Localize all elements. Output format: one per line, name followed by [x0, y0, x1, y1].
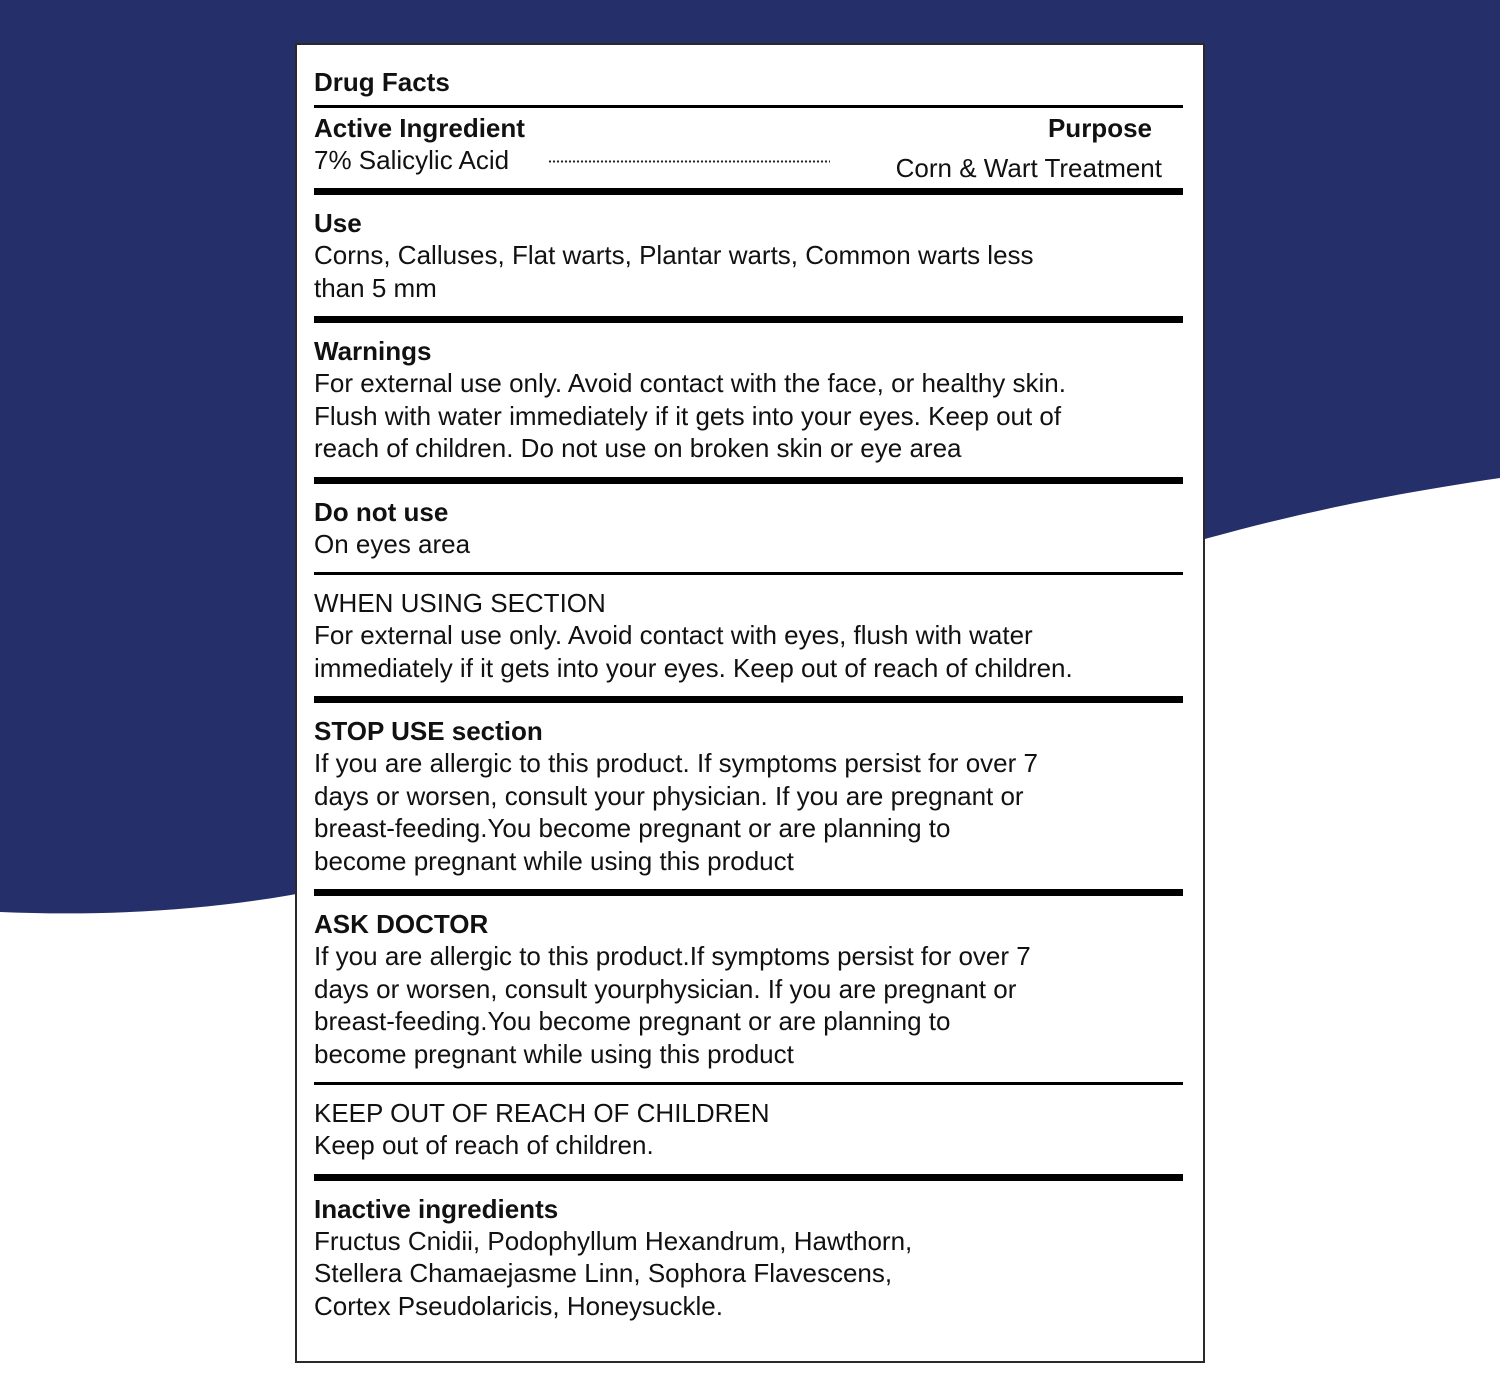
- stop-use-section: [314, 703, 1184, 889]
- divider: [314, 477, 1183, 484]
- do-not-use-line: On eyes area: [314, 528, 471, 559]
- use-line: Corns, Calluses, Flat warts, Plantar warts, Common warts less: [314, 240, 1034, 270]
- keep-out-heading: KEEP OUT OF REACH OF CHILDREN: [314, 1098, 770, 1128]
- divider: [314, 316, 1183, 323]
- dot-leader: [548, 160, 830, 163]
- inactive-ingredients-line: Fructus Cnidii, Podophyllum Hexandrum, Hawthorn,: [314, 1225, 913, 1256]
- warnings-line: For external use only. Avoid contact with the face, or healthy skin.: [314, 368, 1066, 398]
- inactive-ingredients-heading: Inactive ingredients: [314, 1193, 559, 1224]
- divider: [314, 696, 1183, 703]
- do-not-use-section: [314, 484, 1184, 573]
- use-section: [314, 195, 1184, 316]
- warnings-line: reach of children. Do not use on broken skin or eye area: [314, 433, 962, 463]
- stop-use-line: become pregnant while using this product: [314, 845, 794, 876]
- when-using-line: For external use only. Avoid contact with eyes, flush with water: [314, 620, 1033, 650]
- keep-out-line: Keep out of reach of children.: [314, 1130, 654, 1160]
- stop-use-heading: STOP USE section: [314, 716, 543, 746]
- ask-doctor-line: become pregnant while using this product: [314, 1038, 794, 1069]
- warnings-line: Flush with water immediately if it gets into your eyes. Keep out of: [314, 400, 1062, 431]
- keep-out-section: [314, 1085, 1184, 1174]
- when-using-line: immediately if it gets into your eyes. Keep out of reach of children.: [314, 652, 1073, 683]
- when-using-heading: WHEN USING SECTION: [314, 588, 606, 618]
- do-not-use-heading: Do not use: [314, 496, 449, 527]
- stop-use-line: If you are allergic to this product. If symptoms persist for over 7: [314, 748, 1038, 778]
- inactive-ingredients-line: Cortex Pseudolaricis, Honeysuckle.: [314, 1290, 723, 1321]
- divider: [314, 1174, 1183, 1181]
- ask-doctor-line: days or worsen, consult yourphysician. If you are pregnant or: [314, 973, 1017, 1004]
- inactive-ingredients-section: [314, 1181, 1184, 1335]
- ask-doctor-line: breast-feeding.You become pregnant or are planning to: [314, 1006, 951, 1036]
- active-ingredient-heading: Active Ingredient: [314, 113, 525, 143]
- active-ingredient-row: [314, 108, 1184, 188]
- ask-doctor-heading: ASK DOCTOR: [314, 909, 489, 939]
- ask-doctor-line: If you are allergic to this product.If symptoms persist for over 7: [314, 941, 1031, 971]
- purpose-value: Corn & Wart Treatment: [895, 153, 1162, 183]
- use-heading: Use: [314, 208, 362, 238]
- divider: [314, 188, 1183, 195]
- use-line: than 5 mm: [314, 272, 437, 303]
- drug-facts-content: [314, 65, 1184, 1334]
- purpose-heading: Purpose: [1047, 113, 1152, 143]
- active-ingredient-value: 7% Salicylic Acid: [314, 145, 510, 175]
- inactive-ingredients-line: Stellera Chamaejasme Linn, Sophora Flavescens,: [314, 1258, 893, 1288]
- when-using-section: [314, 575, 1184, 696]
- warnings-heading: Warnings: [314, 336, 432, 366]
- stop-use-line: breast-feeding.You become pregnant or are planning to: [314, 813, 951, 843]
- warnings-section: [314, 323, 1184, 477]
- stop-use-line: days or worsen, consult your physician. If you are pregnant or: [314, 780, 1024, 811]
- drug-facts-title: Drug Facts: [314, 67, 450, 97]
- divider: [314, 889, 1183, 896]
- ask-doctor-section: [314, 896, 1184, 1082]
- drug-facts-label: [295, 43, 1205, 1363]
